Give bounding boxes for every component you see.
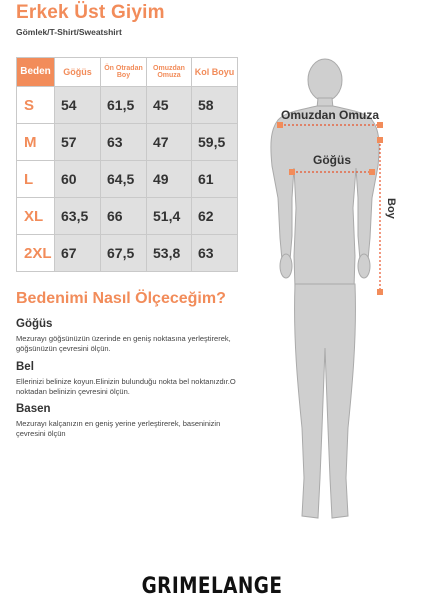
table-cell: 58 (192, 87, 238, 124)
chest-label: Göğüs (313, 153, 351, 167)
size-cell: S (17, 87, 55, 124)
guide-text-gogus: Mezurayı göğsünüzün üzerinde en geniş noktasına yerleştirerek, göğsünüzün çevresini ölçün. (16, 334, 231, 353)
column-header-omuzdan-omuza: Omuzdan Omuza (147, 58, 192, 87)
measure-guide-title: Bedenimi Nasıl Ölçeceğim? (16, 290, 226, 307)
table-cell: 51,4 (147, 198, 192, 235)
column-header-beden: Beden (17, 58, 55, 87)
guide-heading-gogus: Göğüs (16, 318, 53, 330)
table-cell: 61 (192, 161, 238, 198)
table-cell: 64,5 (101, 161, 147, 198)
size-cell: XL (17, 198, 55, 235)
table-row (17, 87, 238, 124)
table-cell: 62 (192, 198, 238, 235)
table-cell: 66 (101, 198, 147, 235)
table-cell: 61,5 (101, 87, 147, 124)
table-row (17, 161, 238, 198)
length-label: Boy (385, 198, 397, 219)
column-header-gogus: Göğüs (55, 58, 101, 87)
brand-logo: GRIMELANGE (141, 574, 283, 599)
page-subtitle: Gömlek/T-Shirt/Sweatshirt (16, 27, 122, 37)
guide-text-bel: Ellerinizi belinize koyun.Elinizin bulunduğu nokta bel noktanızdır.O noktadan belinizin çevresini ölçün. (16, 377, 236, 396)
table-row (17, 235, 238, 272)
body-silhouette (271, 59, 379, 518)
table-cell: 63,5 (55, 198, 101, 235)
table-row (17, 124, 238, 161)
guide-text-basen: Mezurayı kalçanızın en geniş yerine yerleştirerek, baseninizin çevresini ölçün (16, 419, 221, 438)
table-cell: 54 (55, 87, 101, 124)
table-cell: 47 (147, 124, 192, 161)
guide-heading-basen: Basen (16, 403, 51, 415)
table-cell: 63 (101, 124, 147, 161)
table-cell: 45 (147, 87, 192, 124)
column-header-kol-boyu: Kol Boyu (192, 58, 238, 87)
size-table (16, 57, 238, 272)
table-cell: 67,5 (101, 235, 147, 272)
table-cell: 57 (55, 124, 101, 161)
size-cell: L (17, 161, 55, 198)
size-cell: 2XL (17, 235, 55, 272)
shoulder-label: Omuzdan Omuza (280, 108, 380, 122)
table-cell: 53,8 (147, 235, 192, 272)
table-cell: 49 (147, 161, 192, 198)
table-cell: 59,5 (192, 124, 238, 161)
guide-heading-bel: Bel (16, 361, 34, 373)
table-cell: 67 (55, 235, 101, 272)
size-cell: M (17, 124, 55, 161)
table-cell: 63 (192, 235, 238, 272)
table-row (17, 198, 238, 235)
page-title: Erkek Üst Giyim (16, 2, 165, 23)
size-table-header (17, 58, 238, 87)
column-header-on-otradan-boy: Ön Otradan Boy (101, 58, 147, 87)
body-silhouette-figure (240, 48, 410, 548)
table-cell: 60 (55, 161, 101, 198)
